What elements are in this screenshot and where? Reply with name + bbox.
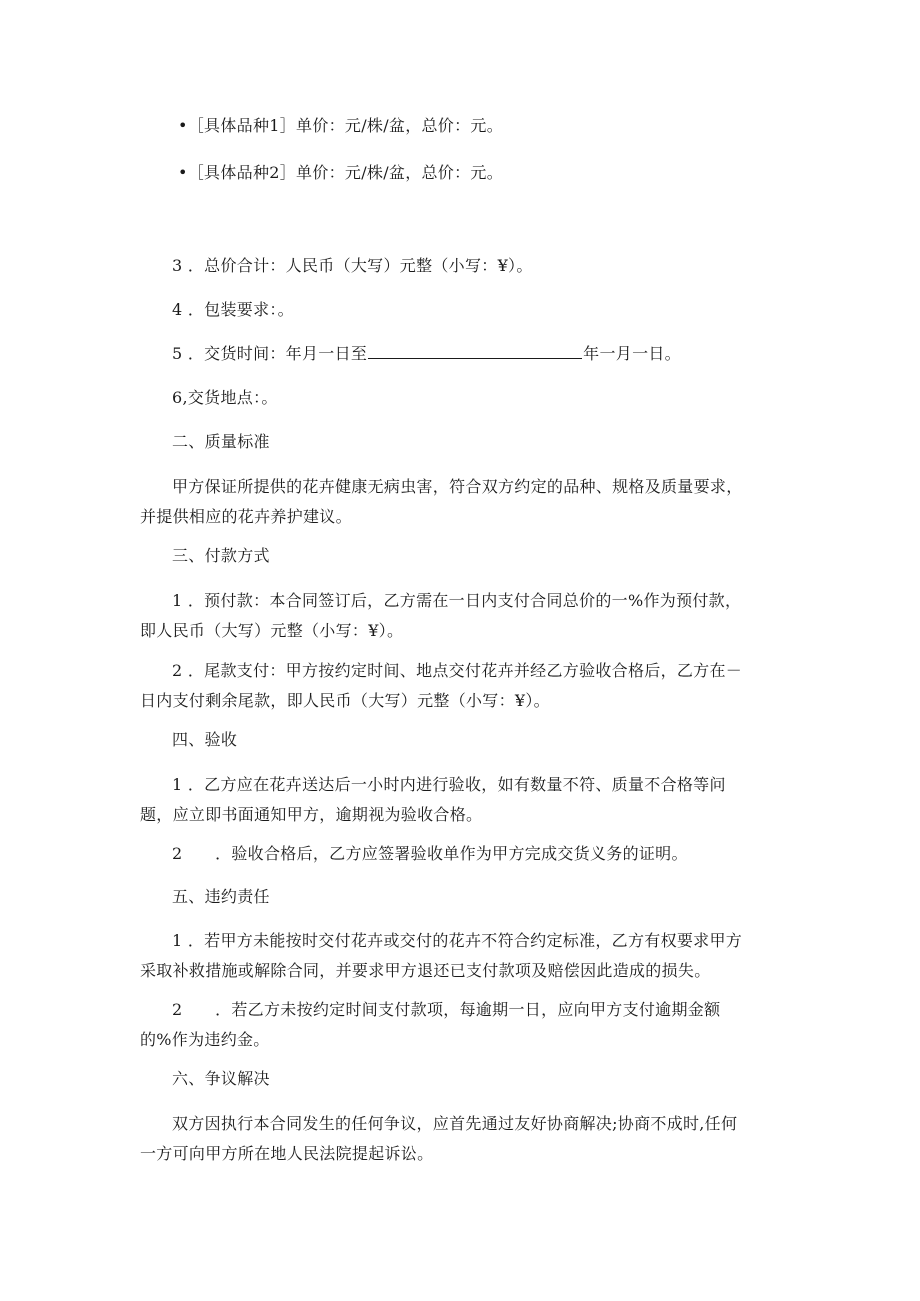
section-heading-quality: 二、质量标准 <box>172 432 270 451</box>
delivery-date-blank <box>368 344 582 359</box>
quality-paragraph: 甲方保证所提供的花卉健康无病虫害，符合双方约定的品种、规格及质量要求，并提供相应的花卉养护建议。 <box>140 477 743 526</box>
payment-item-1: 1 ．预付款：本合同签订后，乙方需在一日内支付合同总价的一%作为预付款，即人民币（大写）元整（小写：¥）。 <box>140 591 742 640</box>
section-heading-acceptance: 四、验收 <box>172 730 238 749</box>
payment-item-2: 2 ．尾款支付：甲方按约定时间、地点交付花卉并经乙方验收合格后，乙方在－日内支付剩余尾款，即人民币（大写）元整（小写：¥）。 <box>140 661 743 710</box>
delivery-time-prefix: 5 ．交货时间：年月一日至 <box>172 344 368 363</box>
section-heading-dispute: 六、争议解决 <box>172 1069 270 1088</box>
packaging-item: 4 ．包装要求：。 <box>172 300 294 319</box>
total-price-item: 3 ．总价合计：人民币（大写）元整（小写：¥）。 <box>172 256 533 275</box>
delivery-place-item: 6,交货地点：。 <box>172 388 278 407</box>
liability-item-1: 1 ．若甲方未能按时交付花卉或交付的花卉不符合约定标准，乙方有权要求甲方采取补救措施或解除合同，并要求甲方退还已支付款项及赔偿因此造成的损失。 <box>140 931 743 980</box>
dispute-paragraph: 双方因执行本合同发生的任何争议，应首先通过友好协商解决;协商不成时,任何一方可向甲方所在地人民法院提起诉讼。 <box>140 1114 738 1163</box>
price-item-variety-1: •［具体品种1］单价：元/株/盆，总价：元。 <box>178 116 503 135</box>
acceptance-item-1: 1 ．乙方应在花卉送达后一小时内进行验收，如有数量不符、质量不合格等问题，应立即书面通知甲方，逾期视为验收合格。 <box>140 775 726 824</box>
liability-item-2: 2 ．若乙方未按约定时间支付款项，每逾期一日，应向甲方支付逾期金额的%作为违约金。 <box>140 1000 721 1049</box>
delivery-time-suffix: 年一月一日。 <box>583 344 681 363</box>
acceptance-item-2: 2 ．验收合格后，乙方应签署验收单作为甲方完成交货义务的证明。 <box>172 844 688 863</box>
section-heading-liability: 五、违约责任 <box>172 887 270 906</box>
section-heading-payment: 三、付款方式 <box>172 546 270 565</box>
delivery-time-item <box>172 344 681 364</box>
price-item-variety-2: •［具体品种2］单价：元/株/盆，总价：元。 <box>178 163 503 182</box>
